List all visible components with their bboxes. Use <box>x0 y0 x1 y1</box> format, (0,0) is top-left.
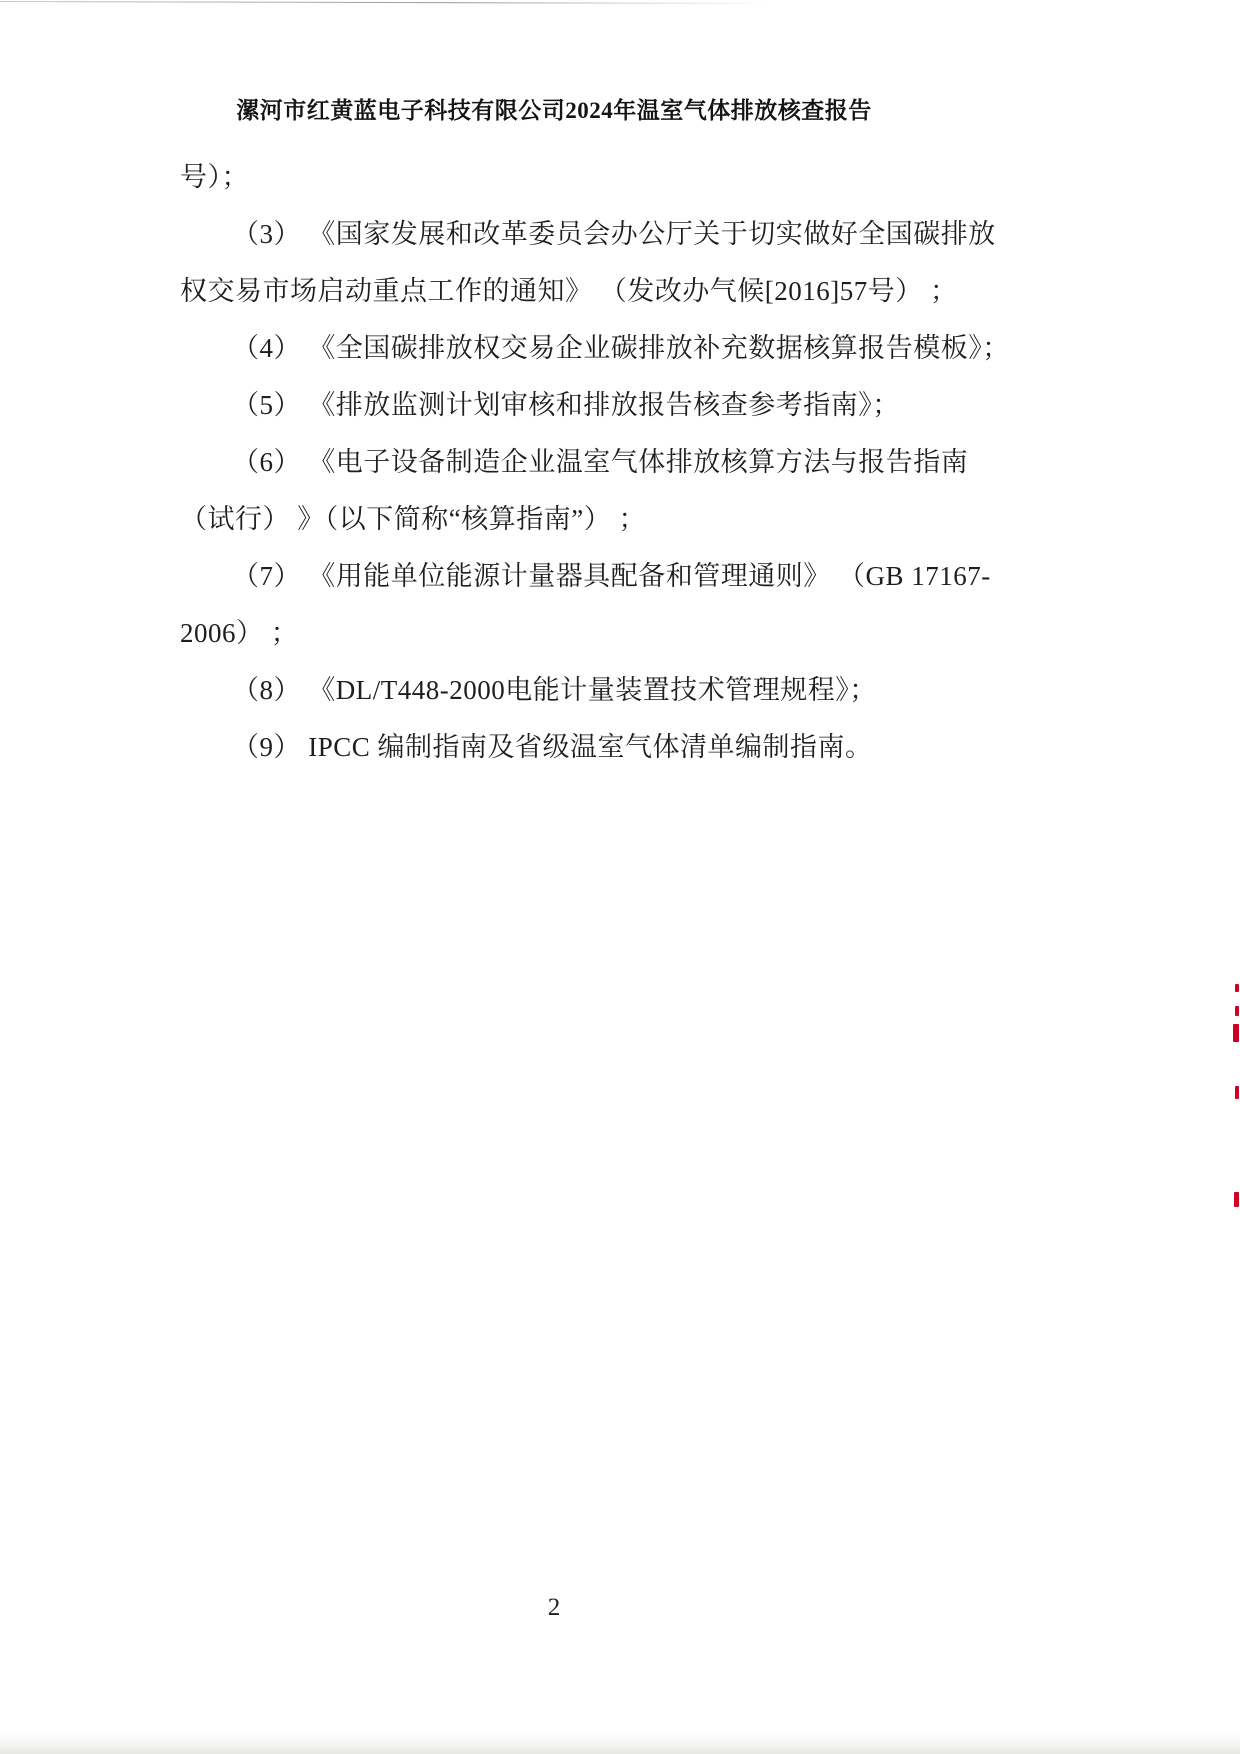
document-text-line: （4） 《全国碳排放权交易企业碳排放补充数据核算报告模板》； <box>232 333 1010 363</box>
scan-artifact-bottom-strip <box>0 1732 1240 1754</box>
page-header-title: 漯河市红黄蓝电子科技有限公司2024年温室气体排放核查报告 <box>236 98 872 123</box>
red-edge-mark <box>1234 1192 1239 1207</box>
document-text-line: （3） 《国家发展和改革委员会办公厅关于切实做好全国碳排放 <box>232 219 996 249</box>
red-edge-mark <box>1235 1086 1239 1099</box>
document-text-line: （8） 《DL/T448-2000电能计量装置技术管理规程》； <box>232 675 877 705</box>
red-edge-mark <box>1235 1006 1239 1016</box>
document-text-line: （7） 《用能单位能源计量器具配备和管理通则》 （GB 17167- <box>232 561 991 591</box>
document-text-line: （试行） 》（以下简称“核算指南”） ； <box>180 504 646 534</box>
document-text-line: 权交易市场启动重点工作的通知》 （发改办气候[2016]57号） ； <box>180 276 958 306</box>
document-text-line: 2006） ； <box>180 618 299 648</box>
scan-artifact-top-line <box>0 1 769 4</box>
red-edge-mark <box>1235 984 1239 992</box>
document-text-line: （9） IPCC 编制指南及省级温室气体清单编制指南。 <box>232 732 873 762</box>
document-content-column <box>180 92 1010 776</box>
document-body <box>180 149 1010 776</box>
page-number: 2 <box>547 1594 561 1621</box>
document-text-line: （6） 《电子设备制造企业温室气体排放核算方法与报告指南 <box>232 447 969 477</box>
red-edge-mark <box>1233 1024 1239 1042</box>
document-text-line: （5） 《排放监测计划审核和排放报告核查参考指南》； <box>232 390 900 420</box>
document-text-line: 号）； <box>180 162 249 192</box>
